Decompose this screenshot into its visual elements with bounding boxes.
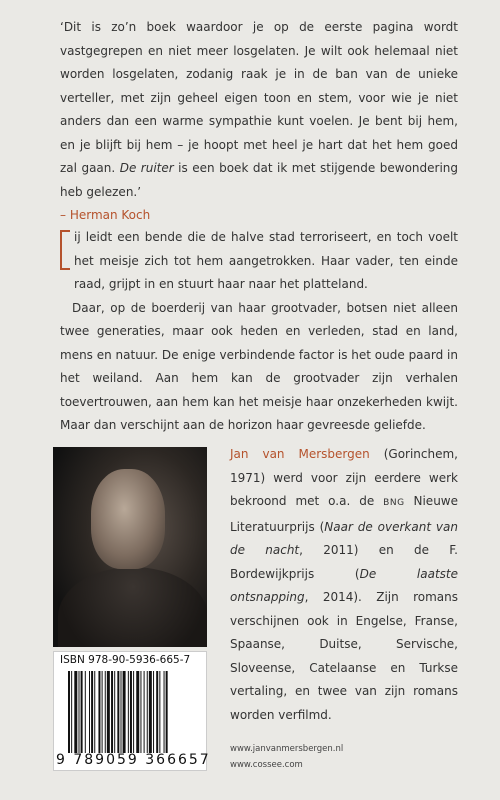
blurb-paragraph-2: Daar, op de boerderij van haar grootvader, botsen niet alleen twee generaties, maar ook heden en verleden, stad en land, mens en natuur. De enige verbindende factor is het oude paard in het weiland. Aan hem kan de grootvader zijn verhalen toevertrouwen, aan hem kan het meisje haar onzekerheden kwijt. Maar dan verschijnt aan de horizon haar gevreesde geliefde. bbox=[60, 300, 458, 432]
barcode-number: 9 789059 366657 bbox=[56, 752, 211, 768]
blurb-paragraph-1 bbox=[60, 226, 458, 297]
isbn-label: ISBN 978-90-5936-665-7 bbox=[60, 654, 191, 666]
publisher-website[interactable]: www.cossee.com bbox=[230, 760, 303, 770]
bio-book-1: Naar de overkant van de nacht bbox=[230, 519, 458, 557]
bio-text-3: , 2011) en de F. Bordewijkprijs ( bbox=[230, 543, 458, 581]
author-bio bbox=[230, 443, 458, 727]
website-links bbox=[230, 741, 430, 773]
drop-cap-h-mark bbox=[60, 230, 70, 270]
book-blurb bbox=[60, 226, 458, 438]
quote-book-title: De ruiter bbox=[119, 161, 174, 175]
isbn-barcode bbox=[53, 651, 211, 771]
barcode-bars bbox=[68, 671, 204, 753]
bio-bng: BNG bbox=[383, 498, 405, 508]
author-photo-face bbox=[91, 469, 165, 569]
author-photo bbox=[53, 447, 207, 647]
author-website[interactable]: www.janvanmersbergen.nl bbox=[230, 744, 344, 754]
author-photo-shoulders bbox=[58, 567, 207, 647]
quote-attribution: – Herman Koch bbox=[60, 208, 151, 222]
author-name: Jan van Mersbergen bbox=[230, 447, 370, 461]
review-quote bbox=[60, 16, 458, 228]
quote-text-end: is een boek dat ik met stijgende bewondering heb gelezen.’ bbox=[60, 161, 459, 199]
blurb-paragraph-1-text: ij leidt een bende die de halve stad terroriseert, en toch voelt het meisje zich tot hem aangetrokken. Haar vader, ten einde raad, grijpt in en stuurt haar naar het platteland. bbox=[74, 230, 458, 291]
bio-book-2: De laatste ontsnapping bbox=[230, 566, 458, 604]
bio-text-1: (Gorinchem, 1971) werd voor zijn eerdere werk bekroond met o.a. de bbox=[230, 447, 459, 508]
bio-text-4: , 2014). Zijn romans verschijnen ook in Engelse, Franse, Spaanse, Duitse, Servische, Sloveense, Catelaanse en Turkse vertaling, en twee van zijn romans worden verfilmd. bbox=[230, 590, 458, 722]
bio-text-2: Nieuwe Literatuurprijs ( bbox=[230, 494, 458, 534]
quote-text: ‘Dit is zo’n boek waardoor je op de eerste pagina wordt vastgegrepen en niet meer losgelaten. Je wilt ook helemaal niet worden losgelaten, zodanig raak je in de ban van de unieke verteller, met zijn geheel eigen toon en stem, voor wie je niet anders dan een warme sympathie kunt voelen. Je bent bij hem, en je blijft bij hem – je hoopt met heel je hart dat het hem goed zal gaan. bbox=[60, 20, 458, 175]
